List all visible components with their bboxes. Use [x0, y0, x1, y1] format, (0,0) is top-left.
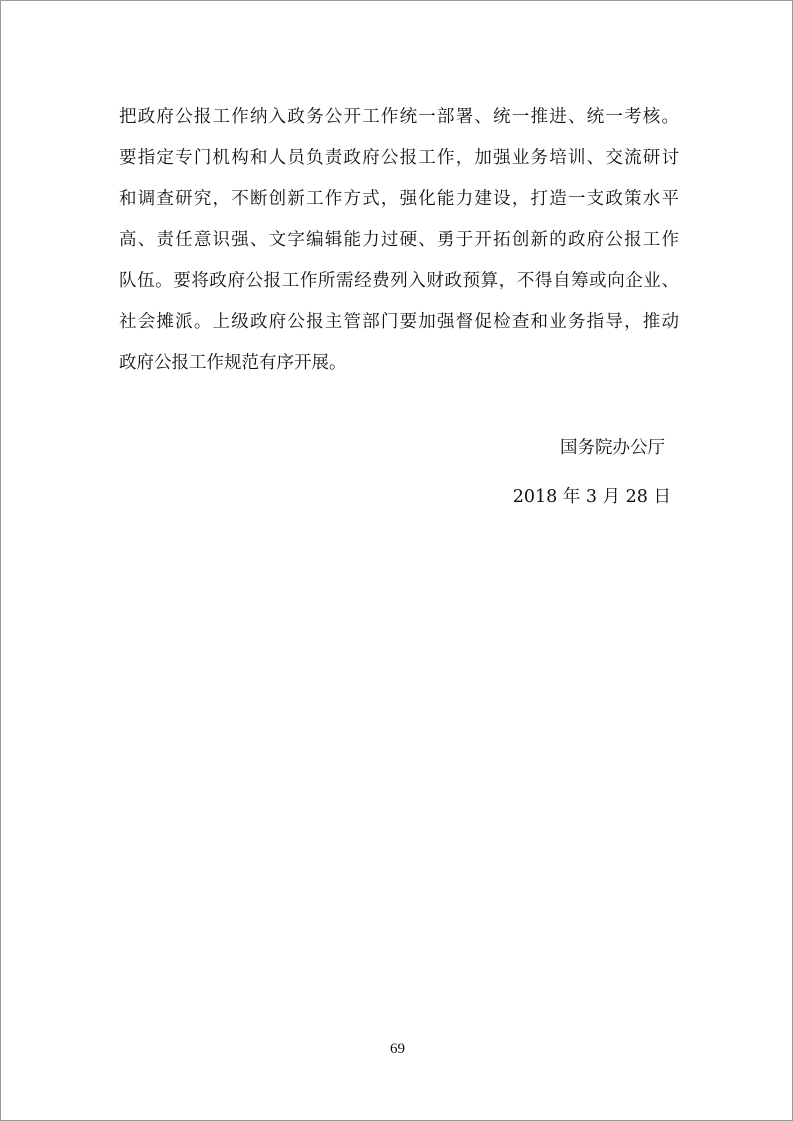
body-text: [119, 97, 679, 384]
page-number: 69: [390, 1041, 405, 1057]
body-line: 把政府公报工作纳入政务公开工作统一部署、统一推进、统一考核。: [119, 107, 679, 127]
signature-block: [513, 433, 671, 512]
body-line: 要指定专门机构和人员负责政府公报工作，加强业务培训、交流研讨: [119, 148, 679, 168]
signing-date: 2018 年 3 月 28 日: [512, 487, 671, 507]
body-line: 政府公报工作规范有序开展。: [119, 353, 347, 373]
body-line: 和调查研究，不断创新工作方式，强化能力建设，打造一支政策水平: [119, 189, 679, 209]
body-line: 社会摊派。上级政府公报主管部门要加强督促检查和业务指导，推动: [119, 312, 679, 332]
body-line: 队伍。要将政府公报工作所需经费列入财政预算，不得自筹或向企业、: [119, 271, 679, 291]
body-line: 高、责任意识强、文字编辑能力过硬、勇于开拓创新的政府公报工作: [119, 230, 679, 250]
signing-organization: 国务院办公厅: [560, 438, 665, 458]
